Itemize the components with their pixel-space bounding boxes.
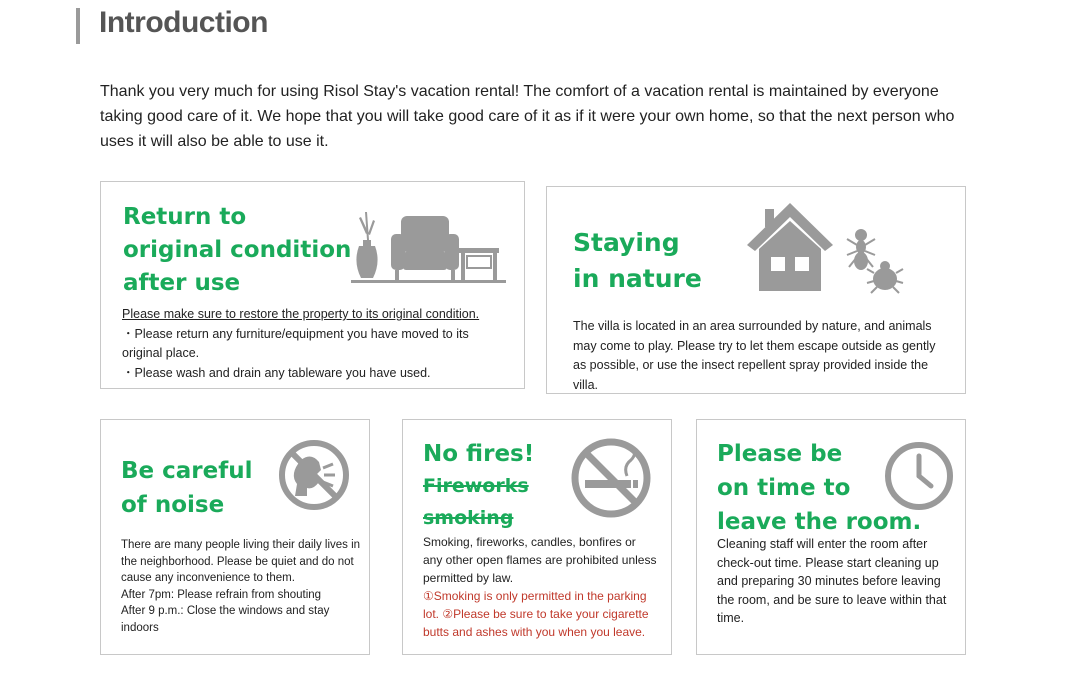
strike-line: Fireworks — [423, 475, 529, 497]
fires-red-text: ①Smoking is only permitted in the parking lot. ②Please be sure to take your cigarette butts and ashes with you when you leave. — [423, 589, 649, 639]
heading-line: leave the room. — [717, 509, 922, 535]
card-nature — [546, 186, 966, 394]
card-fires-heading — [423, 438, 534, 534]
heading-line: after use — [123, 270, 241, 296]
clock-icon — [883, 440, 955, 512]
card-fires-body — [423, 533, 658, 641]
heading-line: on time to — [717, 475, 851, 501]
heading-line: Please be — [717, 441, 843, 467]
house-icon — [745, 201, 835, 293]
strike-line: smoking — [423, 507, 514, 529]
noise-text: There are many people living their daily lives in the neighborhood. Please be quiet and do not cause any inconvenience to them. — [121, 539, 361, 584]
noise-text: After 7pm: Please refrain from shouting — [121, 588, 322, 601]
card-noise-body — [121, 537, 361, 636]
page-title: Introduction — [99, 6, 268, 39]
card-checkout — [696, 419, 966, 655]
heading-line: original condition — [123, 237, 352, 263]
restore-bullet: ・Please return any furniture/equipment you have moved to its original place. — [122, 326, 469, 360]
intro-paragraph: Thank you very much for using Risol Stay's vacation rental! The comfort of a vacation rental is maintained by everyone taking good care of it. We hope that you will take good care of it as if it were your own home, so that the next person who uses it will also be able to use it. — [100, 83, 955, 150]
card-restore — [100, 181, 525, 389]
checkout-text: Cleaning staff will enter the room after check-out time. Please start cleaning up and preparing 30 minutes before leaving the room, and be sure to leave within that time. — [717, 537, 947, 625]
card-nature-body — [573, 317, 951, 395]
card-restore-heading — [123, 201, 351, 300]
card-restore-body — [122, 305, 512, 383]
heading-line: Return to — [123, 204, 247, 230]
heading-line: Staying — [573, 228, 680, 257]
restore-underline-text: Please make sure to restore the property to its original condition. — [122, 307, 480, 321]
no-shouting-icon — [277, 438, 351, 512]
card-noise — [100, 419, 370, 655]
nature-text: The villa is located in an area surrounded by nature, and animals may come to play. Please try to let them escape outside as gently as possible, or use the insect repellent spray provided inside the villa. — [573, 319, 936, 392]
fires-text: Smoking, fireworks, candles, bonfires or any other open flames are prohibited unless permitted by law. — [423, 535, 657, 585]
card-fires — [402, 419, 672, 655]
heading-line: Be careful — [121, 458, 253, 484]
restore-bullet: ・Please wash and drain any tableware you have used. — [122, 365, 431, 380]
insect-icon — [843, 227, 909, 297]
card-nature-heading — [573, 225, 702, 297]
heading-line: No fires! — [423, 441, 535, 467]
noise-text: After 9 p.m.: Close the windows and stay indoors — [121, 605, 330, 634]
heading-line: in nature — [573, 264, 702, 293]
furniture-icon — [351, 204, 506, 284]
card-checkout-body — [717, 535, 949, 628]
no-smoking-icon — [569, 436, 653, 520]
heading-line: of noise — [121, 492, 225, 518]
title-accent-bar — [76, 8, 80, 44]
card-noise-heading — [121, 454, 253, 522]
